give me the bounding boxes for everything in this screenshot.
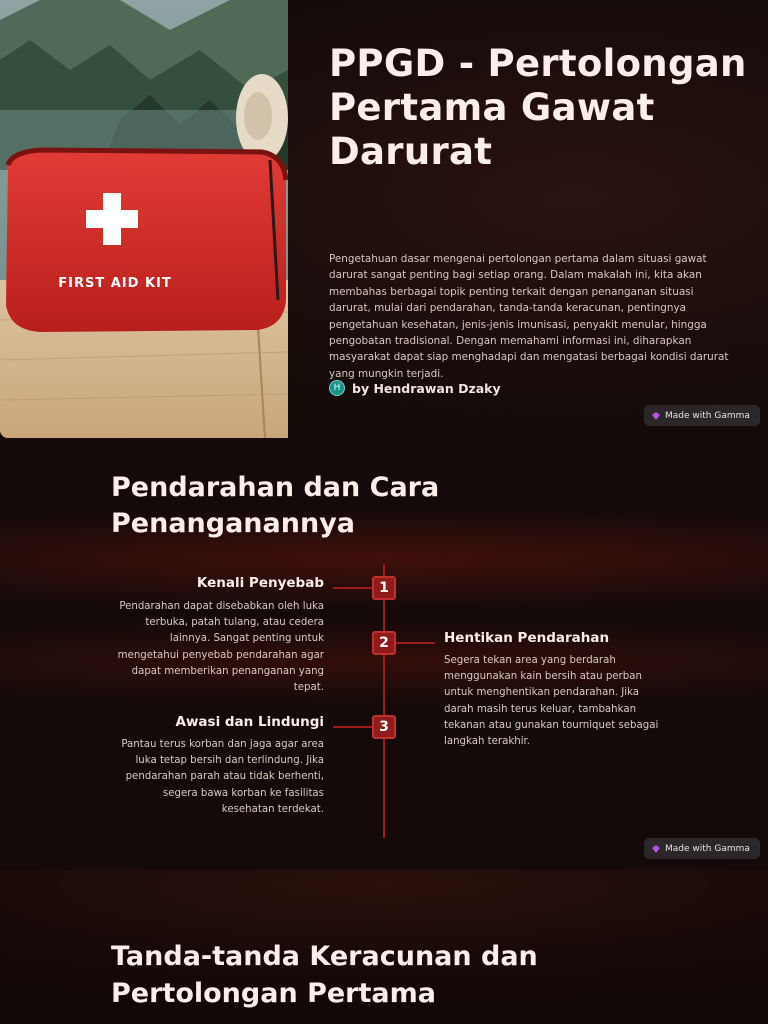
- author-name: by Hendrawan Dzaky: [352, 380, 501, 396]
- connector-2: [395, 642, 435, 644]
- intro-paragraph: Pengetahuan dasar mengenai pertolongan pertama dalam situasi gawat darurat sangat penting bagi setiap orang. Dalam makalah ini, kita akan membahas berbagai topik penting terkait dengan penanganan situasi darurat, mulai dari pendarahan, tanda-tanda keracunan, pentingnya pengetahuan kesehatan, jenis-jenis imunisasi, penyakit menular, hingga pengobatan tradisional. Dengan memahami informasi ini, diharapkan masyarakat dapat siap menghadapi dan mengatasi berbagai kondisi darurat yang mungkin terjadi.: [329, 253, 729, 380]
- step-3-number: 3: [372, 715, 396, 739]
- step-3-text: Pantau terus korban dan jaga agar area luka tetap bersih dan terlindung. Jika pendarahan parah atau tidak berhenti, segera bawa korban ke fasilitas kesehatan terdekat.: [121, 739, 324, 815]
- section-title: Pendarahan dan Cara Penanganannya: [111, 472, 440, 539]
- author-byline: [329, 380, 501, 396]
- connector-1: [333, 587, 373, 589]
- title-slide: [0, 0, 768, 438]
- page-title: PPGD - Pertolongan Pertama Gawat Darurat: [329, 42, 747, 173]
- step-1-number: 1: [372, 576, 396, 600]
- bleeding-slide: [0, 438, 768, 870]
- step-2-title: Hentikan Pendarahan: [444, 630, 610, 646]
- connector-3: [333, 726, 373, 728]
- gamma-logo-icon: [652, 412, 660, 420]
- badge-label: Made with Gamma: [665, 843, 750, 854]
- gamma-logo-icon: [652, 845, 660, 853]
- step-1-title: Kenali Penyebab: [196, 575, 324, 591]
- first-aid-kit-image: [0, 0, 288, 438]
- poisoning-slide: [0, 870, 768, 1024]
- step-3-title: Awasi dan Lindungi: [175, 714, 324, 730]
- timeline-line: [383, 564, 385, 838]
- first-aid-kit-label: FIRST AID KIT: [58, 276, 172, 291]
- made-with-gamma-badge[interactable]: [644, 405, 760, 426]
- step-1-text: Pendarahan dapat disebabkan oleh luka terbuka, patah tulang, atau cedera lainnya. Sangat penting untuk mengetahui penyebab pendarahan agar dapat memberikan penanganan yang tepat.: [117, 601, 324, 694]
- step-2-text: Segera tekan area yang berdarah menggunakan kain bersih atau perban untuk menghentikan pendarahan. Jika darah masih terus keluar, tambahkan tekanan atau gunakan tourniquet sebagai langkah terakhir.: [444, 655, 659, 748]
- made-with-gamma-badge[interactable]: [644, 838, 760, 859]
- first-aid-kit-illustration: [0, 0, 288, 438]
- badge-label: Made with Gamma: [665, 410, 750, 421]
- section-title: Tanda-tanda Keracunan dan Pertolongan Pertama: [111, 941, 538, 1009]
- step-2-number: 2: [372, 631, 396, 655]
- avatar: H: [329, 380, 345, 396]
